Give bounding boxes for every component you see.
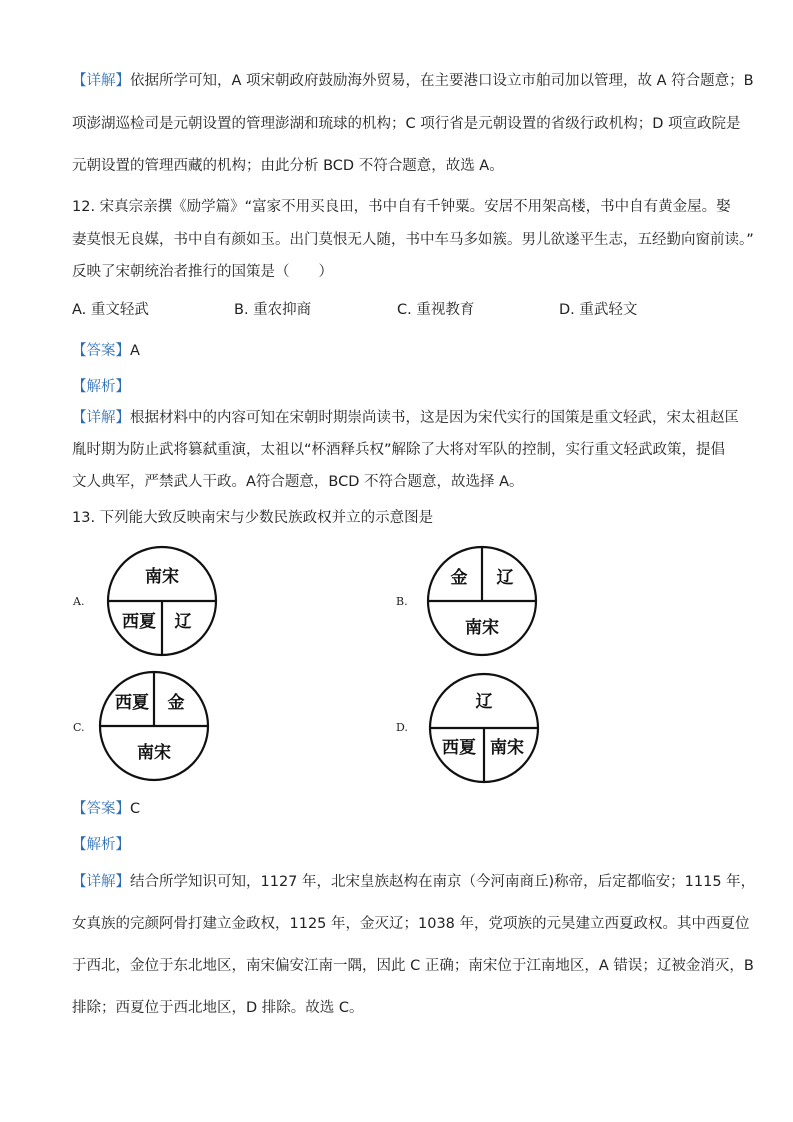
q12-detail-text-1: 根据材料中的内容可知在宋朝时期崇尚读书，这是因为宋代实行的国策是重文轻武，宋太祖赵匡	[130, 410, 739, 426]
q11-detail-line-3: 元朝设置的管理西藏的机构；由此分析 BCD 不符合题意，故选 A。	[72, 158, 504, 174]
q12-detail-line-3: 文人典军，严禁武人干政。A符合题意，BCD 不符合题意，故选择 A。	[72, 474, 524, 490]
q13-diagram-a-bottom-right: 辽	[174, 612, 192, 632]
q13-diagram-c-bottom: 南宋	[137, 743, 171, 763]
q13-diagram-a-top: 南宋	[145, 567, 179, 587]
q13-diagram-d-top: 辽	[475, 692, 493, 712]
q13-answer-value: C	[130, 801, 141, 817]
q12-detail-line-1	[72, 408, 739, 428]
q12-stem-line-2: 妻莫恨无良媒，书中自有颜如玉。出门莫恨无人随，书中车马多如簇。男儿欲遂平生志，五经勤向窗前读。”	[72, 232, 754, 248]
q13-diagram-d	[428, 672, 540, 784]
q12-stem-line-3: 反映了宋朝统治者推行的国策是（ ）	[72, 264, 333, 280]
q12-answer-tag: 【答案】	[72, 343, 130, 359]
q13-stem: 13. 下列能大致反映南宋与少数民族政权并立的示意图是	[72, 510, 434, 526]
q13-diagram-d-bottom-right: 南宋	[490, 738, 524, 758]
q12-answer-line	[72, 341, 140, 361]
q13-diagram-c-top-left: 西夏	[115, 693, 149, 713]
q13-diagram-c-label: C.	[73, 721, 85, 734]
q13-diagram-a	[106, 545, 218, 657]
q13-detail-text-1: 结合所学知识可知，1127 年，北宋皇族赵构在南京（今河南商丘)称帝，后定都临安；1115 年，	[130, 874, 756, 890]
q13-analysis-tag: 【解析】	[72, 837, 130, 853]
q12-option-a: A. 重文轻武	[72, 302, 149, 318]
q13-detail-tag: 【详解】	[72, 874, 130, 890]
q13-diagram-b-top-right: 辽	[496, 568, 514, 588]
q12-stem-line-1: 12. 宋真宗亲撰《励学篇》“富家不用买良田，书中自有千钟粟。安居不用架高楼，书中自有黄金屋。娶	[72, 199, 731, 215]
q11-detail-text-1: 依据所学可知，A 项宋朝政府鼓励海外贸易，在主要港口设立市舶司加以管理，故 A 符合题意；B	[130, 73, 754, 89]
q13-diagram-b-bottom: 南宋	[465, 618, 499, 638]
q13-detail-line-3: 于西北，金位于东北地区，南宋偏安江南一隅，因此 C 正确；南宋位于江南地区，A 错误；辽被金消灭，B	[72, 958, 754, 974]
q12-detail-line-2: 胤时期为防止武将篡弑重演，太祖以“杯酒释兵权”解除了大将对军队的控制，实行重文轻武政策，提倡	[72, 442, 726, 458]
q13-diagram-b-top-left: 金	[450, 568, 468, 588]
q13-diagram-a-bottom-left: 西夏	[122, 612, 156, 632]
q13-diagram-a-label: A.	[73, 595, 85, 608]
q11-detail-line-1	[72, 71, 754, 91]
q13-diagram-c	[98, 670, 210, 782]
q12-option-d: D. 重武轻文	[559, 302, 638, 318]
q13-answer-line	[72, 799, 140, 819]
q13-detail-line-2: 女真族的完颜阿骨打建立金政权，1125 年，金灭辽；1038 年，党项族的元昊建立西夏政权。其中西夏位	[72, 916, 750, 932]
q12-analysis-tag: 【解析】	[72, 379, 130, 395]
q12-option-c: C. 重视教育	[397, 302, 475, 318]
q13-diagram-b-label: B.	[396, 595, 408, 608]
q13-diagram-d-label: D.	[396, 721, 408, 734]
q13-diagram-c-top-right: 金	[167, 693, 185, 713]
q12-answer-value: A	[130, 343, 140, 359]
q13-detail-line-1	[72, 872, 755, 892]
q13-detail-line-4: 排除；西夏位于西北地区，D 排除。故选 C。	[72, 1000, 364, 1016]
q11-detail-line-2: 项澎湖巡检司是元朝设置的管理澎湖和琉球的机构；C 项行省是元朝设置的省级行政机构；D 项宣政院是	[72, 116, 741, 132]
q12-option-b: B. 重农抑商	[234, 302, 312, 318]
q13-diagram-b	[426, 545, 538, 657]
q11-detail-tag: 【详解】	[72, 73, 130, 89]
q13-answer-tag: 【答案】	[72, 801, 130, 817]
q13-diagram-d-bottom-left: 西夏	[442, 738, 476, 758]
q12-detail-tag: 【详解】	[72, 410, 130, 426]
